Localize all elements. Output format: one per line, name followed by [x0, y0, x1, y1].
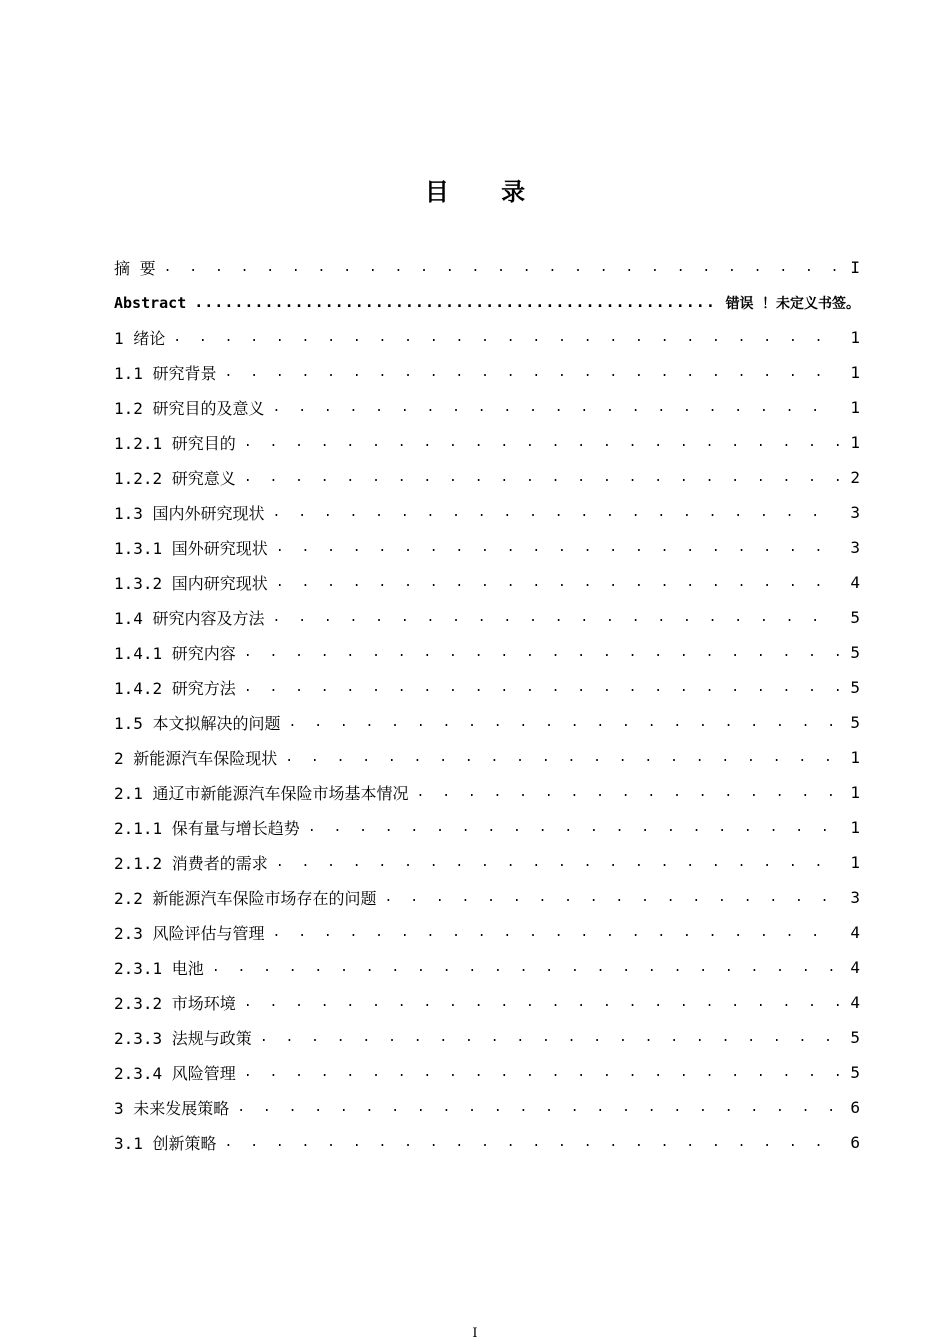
toc-entry-label: 2.1.2 消费者的需求 — [114, 854, 268, 873]
toc-entry[interactable] — [114, 1055, 860, 1090]
toc-entry-label: 1.4.2 研究方法 — [114, 679, 236, 698]
toc-entry-page: 5 — [850, 713, 860, 732]
toc-entry[interactable] — [114, 705, 860, 740]
toc-entry-page: 5 — [850, 608, 860, 627]
toc-entry[interactable] — [114, 425, 860, 460]
toc-entry-page: 1 — [850, 433, 860, 452]
toc-dot-leader — [417, 786, 840, 799]
toc-entry-label: 3 未来发展策略 — [114, 1099, 230, 1118]
toc-entry-label: 1.2.2 研究意义 — [114, 469, 236, 488]
toc-entry[interactable] — [114, 845, 860, 880]
toc-dot-leader — [225, 1136, 840, 1149]
toc-entry-page: 1 — [850, 748, 860, 767]
page-title: 目 录 — [424, 178, 548, 206]
toc-entry-label: 1.3 国内外研究现状 — [114, 504, 265, 523]
toc-entry[interactable] — [114, 355, 860, 390]
toc-entry-page: 6 — [850, 1098, 860, 1117]
toc-entry-page: 3 — [850, 538, 860, 557]
toc-entry-label: 2.3.2 市场环境 — [114, 994, 236, 1013]
toc-entry-label: 2.3.3 法规与政策 — [114, 1029, 252, 1048]
toc-entry-page: 1 — [850, 783, 860, 802]
toc-dot-leader — [225, 366, 840, 379]
toc-dot-leader — [273, 401, 840, 414]
toc-entry-page: I — [850, 258, 860, 277]
toc-entry-page: 3 — [850, 888, 860, 907]
toc-entry-page: 错误 ！未定义书签。 — [725, 295, 860, 312]
toc-dot-leader — [385, 891, 840, 904]
toc-entry-page: 2 — [850, 468, 860, 487]
toc-entry-label: 2.3 风险评估与管理 — [114, 924, 265, 943]
toc-entry-label: 2 新能源汽车保险现状 — [114, 749, 278, 768]
toc-dot-leader — [289, 716, 840, 729]
toc-dot-leader — [194, 295, 715, 310]
toc-dot-leader — [273, 926, 840, 939]
toc-entry[interactable] — [114, 390, 860, 425]
toc-entry[interactable] — [114, 1090, 860, 1125]
toc-dot-leader — [285, 751, 840, 764]
toc-entry[interactable] — [114, 810, 860, 845]
toc-entry[interactable] — [114, 880, 860, 915]
toc-entry-page: 4 — [850, 958, 860, 977]
toc-entry-page: 1 — [850, 328, 860, 347]
toc-entry-page: 1 — [850, 818, 860, 837]
toc-dot-leader — [308, 821, 840, 834]
toc-entry[interactable] — [114, 950, 860, 985]
toc-entry-label: 1.3.1 国外研究现状 — [114, 539, 268, 558]
toc-entry-label: 1.4.1 研究内容 — [114, 644, 236, 663]
toc-dot-leader — [276, 576, 840, 589]
toc-dot-leader — [244, 996, 840, 1009]
toc-entry-label: 1.3.2 国内研究现状 — [114, 574, 268, 593]
toc-dot-leader — [237, 1101, 840, 1114]
toc-entry-label: 1.1 研究背景 — [114, 364, 217, 383]
toc-entry-page: 4 — [850, 923, 860, 942]
toc-entry[interactable] — [114, 1020, 860, 1055]
toc-entry[interactable] — [114, 565, 860, 600]
toc-dot-leader — [276, 541, 840, 554]
toc-entry[interactable] — [114, 495, 860, 530]
toc-dot-leader — [273, 611, 840, 624]
toc-entry-page: 3 — [850, 503, 860, 522]
toc-entry-label: Abstract — [114, 293, 187, 312]
table-of-contents — [114, 250, 860, 1160]
toc-entry[interactable] — [114, 250, 860, 285]
toc-entry-label: 1.2.1 研究目的 — [114, 434, 236, 453]
toc-dot-leader — [173, 331, 840, 344]
toc-dot-leader — [212, 961, 840, 974]
toc-dot-leader — [244, 436, 840, 449]
toc-entry[interactable] — [114, 320, 860, 355]
toc-entry[interactable] — [114, 775, 860, 810]
toc-entry-page: 1 — [850, 398, 860, 417]
page-number: I — [472, 1326, 478, 1341]
toc-entry-page: 1 — [850, 853, 860, 872]
toc-dot-leader — [260, 1031, 840, 1044]
toc-entry-label: 1 绪论 — [114, 329, 166, 348]
toc-dot-leader — [244, 471, 840, 484]
toc-entry-label: 2.3.1 电池 — [114, 959, 204, 978]
toc-entry-label: 1.2 研究目的及意义 — [114, 399, 265, 418]
toc-entry-label: 3.1 创新策略 — [114, 1134, 217, 1153]
toc-dot-leader — [244, 1066, 840, 1079]
toc-entry-page: 5 — [850, 643, 860, 662]
toc-entry-page: 1 — [850, 363, 860, 382]
toc-entry[interactable] — [114, 635, 860, 670]
toc-entry-page: 5 — [850, 678, 860, 697]
toc-entry[interactable] — [114, 530, 860, 565]
toc-entry[interactable] — [114, 670, 860, 705]
toc-entry[interactable] — [114, 600, 860, 635]
toc-dot-leader — [276, 856, 840, 869]
toc-entry-page: 4 — [850, 573, 860, 592]
toc-entry[interactable] — [114, 740, 860, 775]
toc-entry-label: 2.3.4 风险管理 — [114, 1064, 236, 1083]
toc-entry-label: 1.4 研究内容及方法 — [114, 609, 265, 628]
toc-entry[interactable] — [114, 985, 860, 1020]
toc-entry-label: 1.5 本文拟解决的问题 — [114, 714, 281, 733]
toc-entry-page: 4 — [850, 993, 860, 1012]
toc-dot-leader — [244, 681, 840, 694]
toc-dot-leader — [164, 261, 840, 274]
toc-dot-leader — [244, 646, 840, 659]
toc-entry-label: 摘 要 — [114, 259, 156, 278]
toc-entry[interactable] — [114, 1125, 860, 1160]
toc-dot-leader — [273, 506, 840, 519]
toc-entry-page: 6 — [850, 1133, 860, 1152]
toc-entry-page: 5 — [850, 1028, 860, 1047]
toc-entry[interactable] — [114, 460, 860, 495]
toc-entry-page: 5 — [850, 1063, 860, 1082]
toc-entry[interactable] — [114, 915, 860, 950]
toc-entry-label: 2.2 新能源汽车保险市场存在的问题 — [114, 889, 377, 908]
toc-entry-label: 2.1 通辽市新能源汽车保险市场基本情况 — [114, 784, 409, 803]
toc-entry-label: 2.1.1 保有量与增长趋势 — [114, 819, 300, 838]
toc-entry[interactable] — [114, 285, 860, 320]
